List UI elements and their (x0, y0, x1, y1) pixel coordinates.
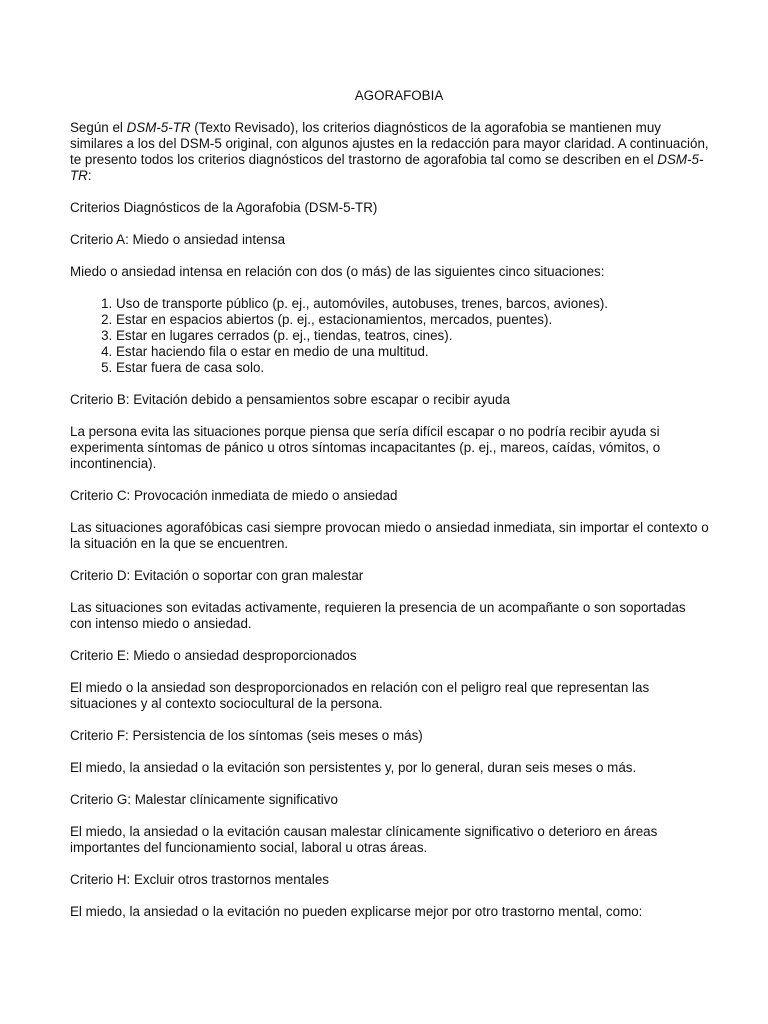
list-item: 4. Estar haciendo fila o estar en medio de una multitud. (116, 344, 710, 360)
section-heading: Criterios Diagnósticos de la Agorafobia (DSM-5-TR) (70, 200, 378, 215)
criterion-h-heading: Criterio H: Excluir otros trastornos mentales (70, 872, 329, 887)
criterion-c-heading: Criterio C: Provocación inmediata de miedo o ansiedad (70, 488, 398, 503)
criterion-b-body: La persona evita las situaciones porque piensa que sería difícil escapar o no podría recibir ayuda si experimenta síntomas de pánico u otros síntomas incapacitantes (p. ej., mareos, caídas, vómitos, o incontinencia). (70, 424, 661, 471)
criterion-e-heading: Criterio E: Miedo o ansiedad desproporcionados (70, 648, 357, 663)
criterion-c-body: Las situaciones agorafóbicas casi siempre provocan miedo o ansiedad inmediata, sin importar el contexto o la situación en la que se encuentren. (70, 520, 709, 551)
criterion-d-heading: Criterio D: Evitación o soportar con gran malestar (70, 568, 364, 583)
intro-paragraph (70, 120, 710, 184)
document-title: AGORAFOBIA (354, 88, 444, 103)
intro-text-1: Según el (70, 120, 127, 135)
criterion-h-body: El miedo, la ansiedad o la evitación no pueden explicarse mejor por otro trastorno mental, como: (70, 904, 643, 919)
list-item: 5. Estar fuera de casa solo. (116, 360, 710, 376)
criterion-g-body: El miedo, la ansiedad o la evitación causan malestar clínicamente significativo o deterioro en áreas importantes del funcionamiento social, laboral u otras áreas. (70, 824, 658, 855)
criterion-a-body: Miedo o ansiedad intensa en relación con dos (o más) de las siguientes cinco situaciones: (70, 264, 605, 279)
criterion-f-body: El miedo, la ansiedad o la evitación son persistentes y, por lo general, duran seis meses o más. (70, 760, 637, 775)
criterion-b-heading: Criterio B: Evitación debido a pensamientos sobre escapar o recibir ayuda (70, 392, 510, 407)
intro-em-1: DSM-5-TR (126, 120, 191, 135)
list-item: 1. Uso de transporte público (p. ej., automóviles, autobuses, trenes, barcos, aviones). (116, 296, 710, 312)
criterion-f-heading: Criterio F: Persistencia de los síntomas (seis meses o más) (70, 728, 423, 743)
document-page (70, 88, 710, 936)
criterion-a-heading: Criterio A: Miedo o ansiedad intensa (70, 232, 286, 247)
criterion-e-body: El miedo o la ansiedad son desproporcionados en relación con el peligro real que representan las situaciones y al contexto sociocultural de la persona. (70, 680, 650, 711)
criterion-g-heading: Criterio G: Malestar clínicamente significativo (70, 792, 338, 807)
intro-text-2: (Texto Revisado), los criterios diagnósticos de la agorafobia se mantienen muy similares a los del DSM-5 original, con algunos ajustes en la redacción para mayor claridad. A continuación, te presento todos los criterios diagnósticos del trastorno de agorafobia tal como se describen en el (70, 120, 709, 167)
list-item: 3. Estar en lugares cerrados (p. ej., tiendas, teatros, cines). (116, 328, 710, 344)
intro-em-2: DSM-5-TR (70, 152, 704, 183)
criterion-d-body: Las situaciones son evitadas activamente, requieren la presencia de un acompañante o son soportadas con intenso miedo o ansiedad. (70, 600, 686, 631)
intro-text-3: : (87, 168, 92, 183)
situations-list (70, 296, 710, 376)
list-item: 2. Estar en espacios abiertos (p. ej., estacionamientos, mercados, puentes). (116, 312, 710, 328)
